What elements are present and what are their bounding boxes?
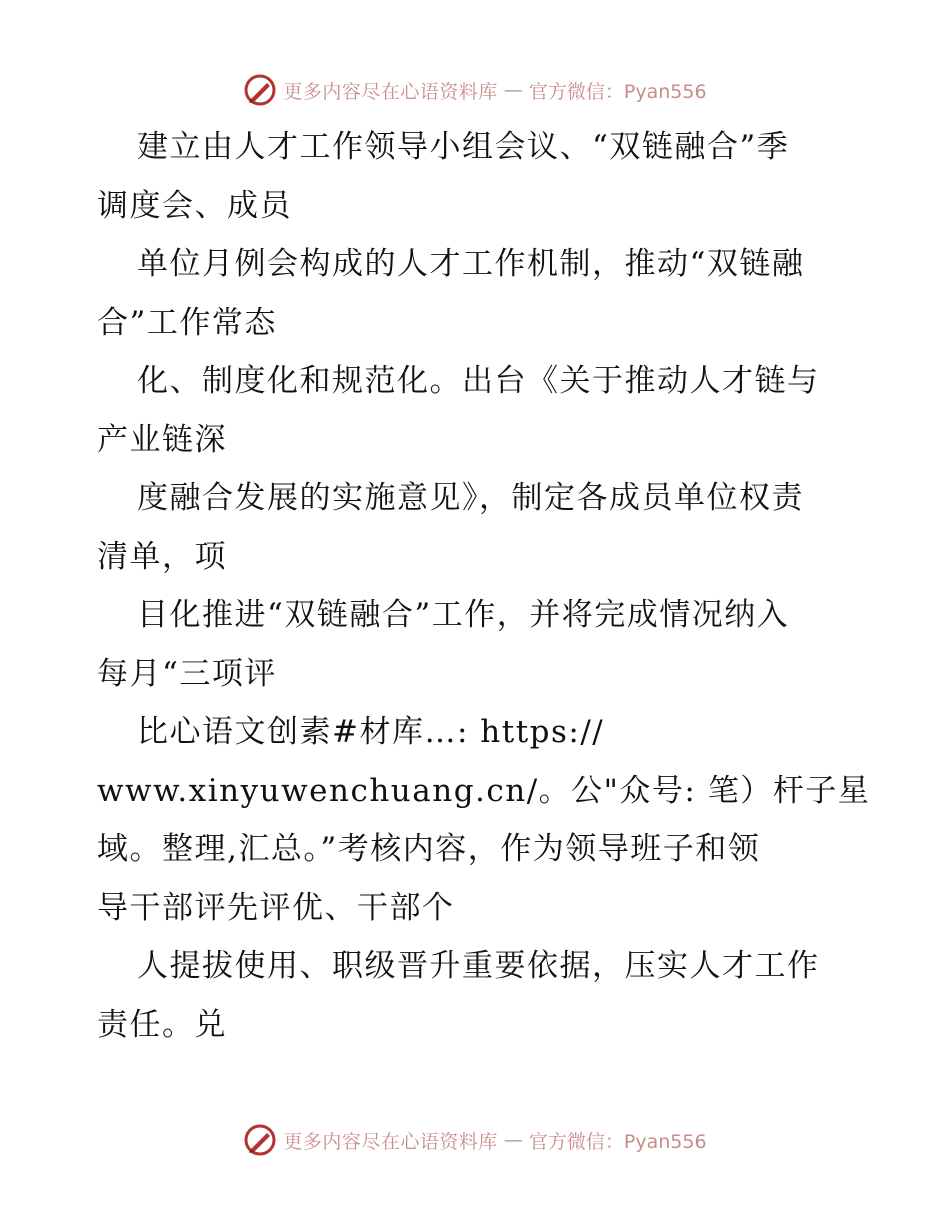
body-line: 人提拔使用、职级晋升重要依据，压实人才工作 [137, 948, 820, 984]
body-line: 导干部评先评优、干部个 [97, 889, 455, 926]
body-line: 域。整理,汇总。”考核内容，作为领导班子和领 [97, 831, 761, 867]
pen-logo-icon [243, 1123, 277, 1157]
footer-banner [0, 1120, 950, 1160]
body-line: 产业链深 [97, 421, 227, 458]
banner-dash: — [503, 79, 523, 101]
body-line: 合”工作常态 [97, 304, 277, 341]
body-line: 调度会、成员 [97, 187, 292, 224]
body-line: 比心语文创素#材库…: https:// [137, 714, 605, 750]
banner-contact: 官方微信：Pyan556 [528, 80, 707, 103]
body-line: www.xinyuwenchuang.cn/。公"众号: 笔）杆子星 [97, 772, 871, 809]
body-line: 度融合发展的实施意见》，制定各成员单位权责 [137, 480, 804, 516]
banner-contact: 官方微信：Pyan556 [528, 1130, 707, 1153]
banner-text: 更多内容尽在心语资料库 [283, 80, 498, 103]
header-banner [0, 70, 950, 110]
body-line: 建立由人才工作领导小组会议、“双链融合”季 [137, 129, 790, 165]
banner-dash: — [503, 1129, 523, 1151]
pen-logo-icon [243, 73, 277, 107]
body-line: 责任。兑 [97, 1006, 227, 1043]
body-line: 每月“三项评 [97, 655, 277, 692]
body-line: 化、制度化和规范化。出台《关于推动人才链与 [137, 363, 820, 399]
banner-text: 更多内容尽在心语资料库 [283, 1130, 498, 1153]
document-body [97, 118, 871, 1054]
body-line: 目化推进“双链融合”工作，并将完成情况纳入 [137, 597, 790, 633]
body-line: 清单，项 [97, 538, 227, 575]
body-line: 单位月例会构成的人才工作机制，推动“双链融 [137, 246, 805, 282]
